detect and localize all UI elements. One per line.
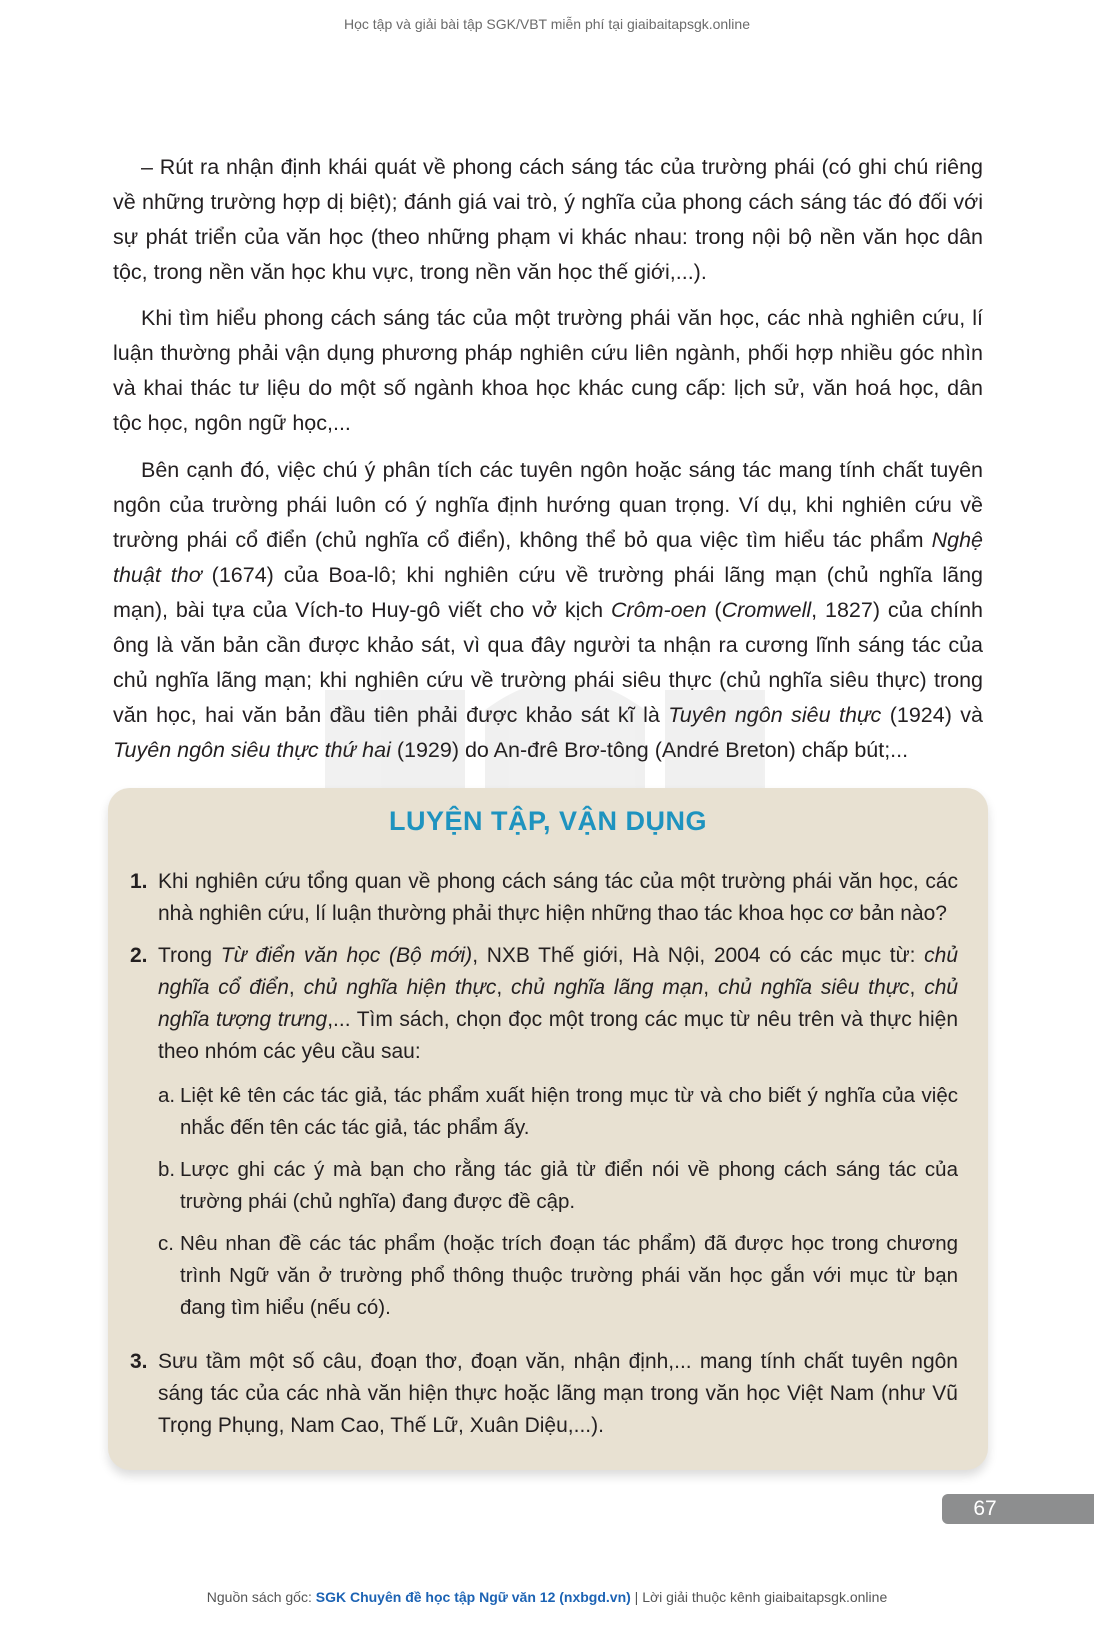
question-2c <box>158 1228 958 1324</box>
question-2b <box>158 1154 958 1218</box>
question-2 <box>130 940 959 1068</box>
top-banner: Học tập và giải bài tập SGK/VBT miễn phí tại giaibaitapsgk.online <box>344 16 750 32</box>
question-number: 3. <box>130 1350 148 1373</box>
paragraph-manifesto: Bên cạnh đó, việc chú ý phân tích các tuyên ngôn hoặc sáng tác mang tính chất tuyên ngôn của trường phái luôn có ý nghĩa định hướng quan trọng. Ví dụ, khi nghiên cứu về trường phái cổ điển (chủ nghĩa cổ điển), không thể bỏ qua việc tìm hiểu tác phẩm Nghệ thuật thơ (1674) của Boa-lô; khi nghiên cứu về trường phái lãng mạn (chủ nghĩa lãng mạn), bài tựa của Vích-to Huy-gô viết cho vở kịch Crôm-oen (Cromwell, 1827) của chính ông là văn bản cần được khảo sát, vì qua đây người ta nhận ra cương lĩnh sáng tác của chủ nghĩa lãng mạn; khi nghiên cứu về trường phái siêu thực (chủ nghĩa siêu thực) trong văn học, hai văn bản đầu tiên phải được khảo sát kĩ là Tuyên ngôn siêu thực (1924) và Tuyên ngôn siêu thực thứ hai (1929) do An-đrê Brơ-tông (André Breton) chấp bút;... <box>113 458 983 762</box>
footer-suffix: | Lời giải thuộc kênh giaibaitapsgk.online <box>630 1589 888 1605</box>
sub-text: Liệt kê tên các tác giả, tác phẩm xuất hiện trong mục từ và cho biết ý nghĩa của việc nhắc đến tên các tác giả, tác phẩm ấy. <box>180 1084 958 1139</box>
sub-text: Nêu nhan đề các tác phẩm (hoặc trích đoạn tác phẩm) đã được học trong chương trình Ngữ văn ở trường phổ thông thuộc trường phái văn học gắn với mục từ bạn đang tìm hiểu (nếu có). <box>180 1232 958 1319</box>
question-number: 2. <box>130 944 148 967</box>
question-text: Khi nghiên cứu tổng quan về phong cách sáng tác của một trường phái văn học, các nhà nghiên cứu, lí luận thường phải thực hiện những thao tác khoa học cơ bản nào? <box>158 870 958 925</box>
footer-prefix: Nguồn sách gốc: <box>206 1589 316 1605</box>
page-number: 67 <box>973 1497 997 1520</box>
question-text: Trong Từ điển văn học (Bộ mới), NXB Thế giới, Hà Nội, 2004 có các mục từ: chủ nghĩa cổ điển, chủ nghĩa hiện thực, chủ nghĩa lãng mạn, chủ nghĩa siêu thực, chủ nghĩa tượng trưng,... Tìm sách, chọn đọc một trong các mục từ nêu trên và thực hiện theo nhóm các yêu cầu sau: <box>158 944 959 1063</box>
page-number-tab <box>942 1494 1094 1524</box>
sub-label: a. <box>158 1084 176 1107</box>
question-text: Sưu tầm một số câu, đoạn thơ, đoạn văn, nhận định,... mang tính chất tuyên ngôn sáng tác của các nhà văn hiện thực hoặc lãng mạn trong văn học Việt Nam (như Vũ Trọng Phụng, Nam Cao, Thế Lữ, Xuân Diệu,...). <box>158 1350 958 1437</box>
sub-label: c. <box>158 1232 174 1255</box>
sub-text: Lược ghi các ý mà bạn cho rằng tác giả từ điển nói về phong cách sáng tác của trường phái (chủ nghĩa) đang được đề cập. <box>180 1158 958 1213</box>
question-3 <box>130 1346 958 1442</box>
question-1 <box>130 866 958 930</box>
main-text <box>113 150 983 779</box>
practice-box <box>108 788 988 1470</box>
paragraph-criteria: – Rút ra nhận định khái quát về phong cách sáng tác của trường phái (có ghi chú riêng về những trường hợp dị biệt); đánh giá vai trò, ý nghĩa của phong cách sáng tác đó đối với sự phát triển của văn học (theo những phạm vi khác nhau: trong nội bộ nền văn học dân tộc, trong nền văn học khu vực, trong nền văn học thế giới,...). <box>113 155 983 284</box>
paragraph-method: Khi tìm hiểu phong cách sáng tác của một trường phái văn học, các nhà nghiên cứu, lí luận thường phải vận dụng phương pháp nghiên cứu liên ngành, phối hợp nhiều góc nhìn và khai thác tư liệu do một số ngành khoa học khác cung cấp: lịch sử, văn hoá học, dân tộc học, ngôn ngữ học,... <box>113 306 983 435</box>
question-number: 1. <box>130 870 148 893</box>
footer-source <box>0 1589 1094 1605</box>
footer-source-link[interactable]: SGK Chuyên đề học tập Ngữ văn 12 (nxbgd.vn) <box>315 1589 631 1605</box>
sub-label: b. <box>158 1158 176 1181</box>
practice-title: LUYỆN TẬP, VẬN DỤNG <box>388 806 708 836</box>
question-2a <box>158 1080 958 1144</box>
